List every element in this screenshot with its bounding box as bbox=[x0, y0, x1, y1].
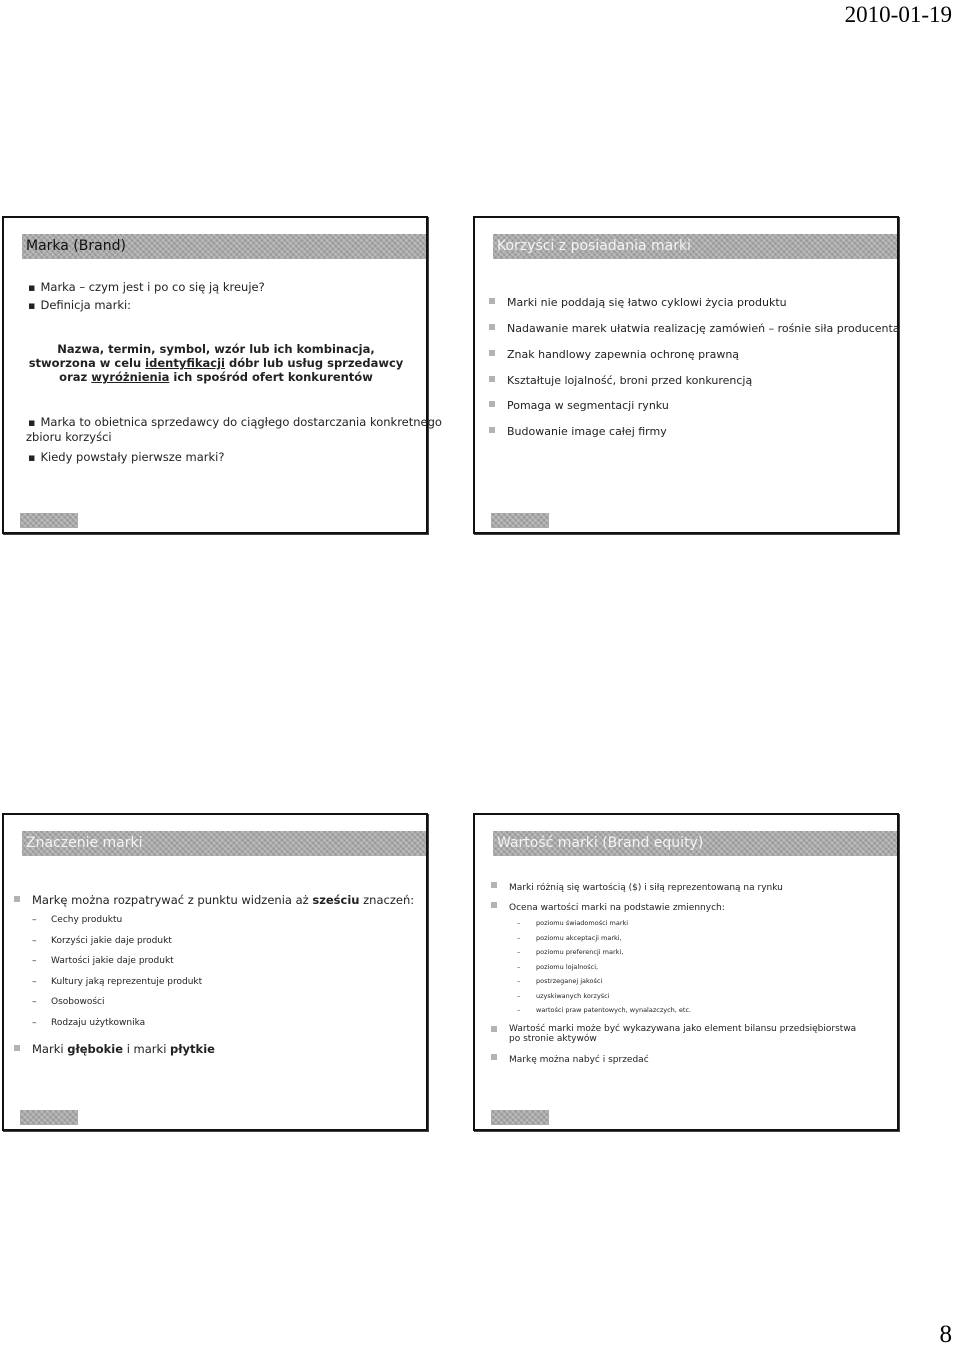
slide-footer-box bbox=[491, 513, 549, 528]
slide-title-bar bbox=[493, 831, 897, 856]
dash-bullet-icon: – bbox=[517, 963, 521, 971]
sub-item: – wartości praw patentowych, wynalazczych, etc. bbox=[517, 1006, 692, 1014]
square-bullet-icon bbox=[489, 324, 495, 330]
slide-title: Marka (Brand) bbox=[26, 238, 126, 254]
sub-item: – poziomu świadomości marki bbox=[517, 919, 629, 927]
bullet-item: Kształtuje lojalność, broni przed konkurencją bbox=[489, 374, 752, 387]
bullet-item: Budowanie image całej firmy bbox=[489, 425, 667, 438]
bullet-item: Ocena wartości marki na podstawie zmiennych: bbox=[491, 902, 725, 913]
slide-title: Korzyści z posiadania marki bbox=[497, 238, 692, 254]
sub-item: – Korzyści jakie daje produkt bbox=[32, 936, 172, 946]
bullet-item: Marki głębokie i marki płytkie bbox=[14, 1042, 215, 1056]
square-bullet-icon bbox=[491, 1026, 497, 1032]
dash-bullet-icon: – bbox=[32, 1018, 37, 1028]
bullet-item: ▪ Kiedy powstały pierwsze marki? bbox=[28, 450, 224, 464]
bullet-item: Marki nie poddają się łatwo cyklowi życia produktu bbox=[489, 296, 787, 309]
sub-item: – Wartości jakie daje produkt bbox=[32, 956, 174, 966]
bullet-item: Wartość marki może być wykazywana jako element bilansu przedsiębiorstwa po stronie aktywów bbox=[491, 1024, 861, 1044]
square-bullet-icon bbox=[14, 896, 20, 902]
square-bullet-icon bbox=[489, 298, 495, 304]
dash-bullet-icon: – bbox=[517, 977, 521, 985]
bullet-continuation: zbioru korzyści bbox=[26, 430, 112, 444]
slide-footer-box bbox=[20, 1110, 78, 1125]
bullet-item: Znak handlowy zapewnia ochronę prawną bbox=[489, 348, 739, 361]
dash-bullet-icon: – bbox=[32, 977, 37, 987]
bullet-item: ▪ Marka – czym jest i po co się ją kreuje? bbox=[28, 280, 265, 294]
slide-znaczenie-marki bbox=[2, 813, 428, 1131]
slide-footer-box bbox=[20, 513, 78, 528]
sub-item: – poziomu preferencji marki, bbox=[517, 948, 624, 956]
sub-item: – Cechy produktu bbox=[32, 915, 123, 925]
slide-title-bar bbox=[22, 831, 426, 856]
square-bullet-icon bbox=[489, 427, 495, 433]
bullet-item: Nadawanie marek ułatwia realizację zamówień – rośnie siła producenta bbox=[489, 322, 900, 335]
square-bullet-icon bbox=[491, 1054, 497, 1060]
square-bullet-icon bbox=[491, 882, 497, 888]
page-number: 8 bbox=[939, 1321, 952, 1348]
slide-title-bar bbox=[493, 234, 897, 259]
brand-definition: Nazwa, termin, symbol, wzór lub ich kombinacja, stworzona w celu identyfikacji dóbr lub usług sprzedawcy oraz wyróżnienia ich spośród ofert konkurentów bbox=[28, 342, 404, 384]
slide-footer-box bbox=[491, 1110, 549, 1125]
dash-bullet-icon: – bbox=[32, 997, 37, 1007]
bullet-item: ▪ Definicja marki: bbox=[28, 298, 131, 312]
slide-korzysci bbox=[473, 216, 899, 534]
bullet-item: Marki różnią się wartością ($) i siłą reprezentowaną na rynku bbox=[491, 882, 783, 893]
bullet-item: Markę można rozpatrywać z punktu widzenia aż sześciu znaczeń: bbox=[14, 893, 414, 907]
dash-bullet-icon: – bbox=[32, 915, 37, 925]
underlined-term: wyróżnienia bbox=[91, 370, 170, 384]
square-bullet-icon bbox=[491, 902, 497, 908]
slide-title: Znaczenie marki bbox=[26, 835, 143, 851]
bullet-item: Markę można nabyć i sprzedać bbox=[491, 1054, 649, 1065]
dash-bullet-icon: – bbox=[517, 919, 521, 927]
sub-item: – poziomu akceptacji marki, bbox=[517, 934, 622, 942]
square-bullet-icon bbox=[489, 350, 495, 356]
sub-item: – uzyskiwanych korzyści bbox=[517, 992, 610, 1000]
slide-marka-brand bbox=[2, 216, 442, 534]
dash-bullet-icon: – bbox=[32, 936, 37, 946]
underlined-term: identyfikacji bbox=[145, 356, 225, 370]
sub-item: – Kultury jaką reprezentuje produkt bbox=[32, 977, 203, 987]
sub-item: – Osobowości bbox=[32, 997, 105, 1007]
dash-bullet-icon: – bbox=[517, 992, 521, 1000]
dash-bullet-icon: – bbox=[517, 1006, 521, 1014]
bullet-item: ▪ Marka to obietnica sprzedawcy do ciągłego dostarczania konkretnego bbox=[28, 415, 442, 429]
sub-item: – Rodzaju użytkownika bbox=[32, 1018, 146, 1028]
dash-bullet-icon: – bbox=[32, 956, 37, 966]
square-bullet-icon bbox=[14, 1045, 20, 1051]
square-bullet-icon bbox=[489, 376, 495, 382]
bullet-item: Pomaga w segmentacji rynku bbox=[489, 399, 669, 412]
dash-bullet-icon: – bbox=[517, 934, 521, 942]
slide-title-bar bbox=[22, 234, 426, 259]
square-bullet-icon bbox=[489, 401, 495, 407]
page-date: 2010-01-19 bbox=[844, 2, 952, 27]
slide-title: Wartość marki (Brand equity) bbox=[497, 835, 704, 851]
sub-item: – poziomu lojalności, bbox=[517, 963, 599, 971]
slide-wartosc-marki bbox=[473, 813, 899, 1131]
dash-bullet-icon: – bbox=[517, 948, 521, 956]
sub-item: – postrzeganej jakości bbox=[517, 977, 603, 985]
